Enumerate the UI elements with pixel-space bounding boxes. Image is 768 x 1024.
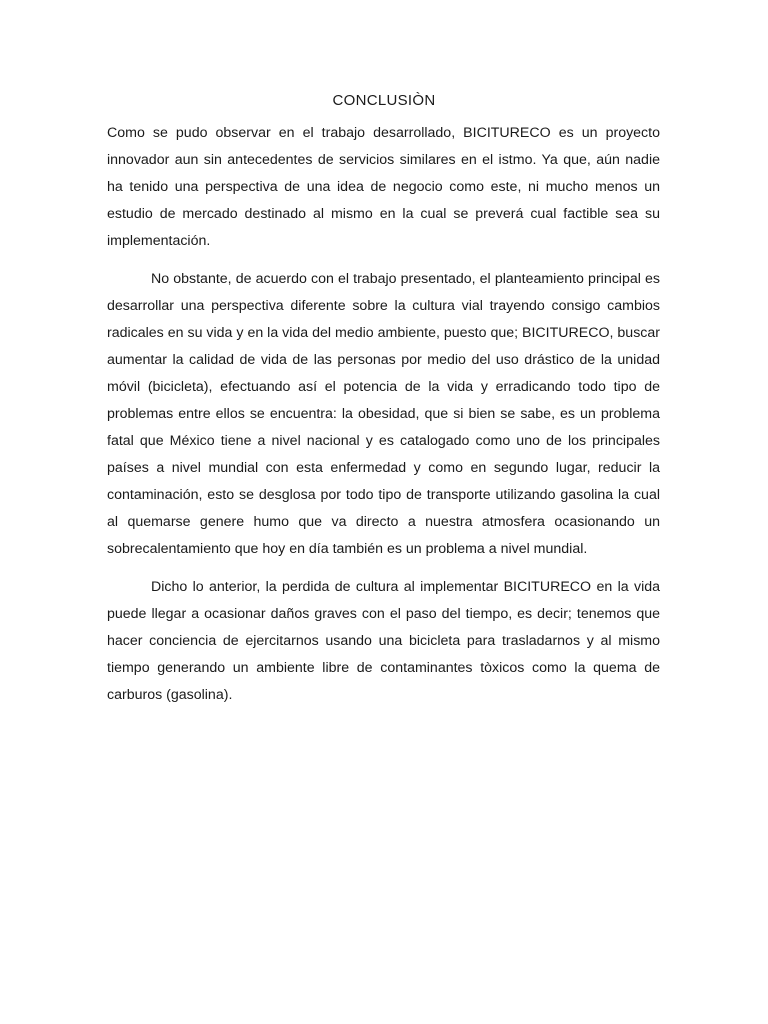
page-title: CONCLUSIÒN	[332, 92, 436, 109]
document-body	[107, 120, 660, 720]
paragraph-2: No obstante, de acuerdo con el trabajo presentado, el planteamiento principal es desarrollar una perspectiva diferente sobre la cultura vial trayendo consigo cambios radicales en su vida y en la vida del medio ambiente, puesto que; BICITURECO, buscar aumentar la calidad de vida de las personas por medio del uso drástico de la unidad móvil (bicicleta), efectuando así el potencia de la vida y erradicando todo tipo de problemas entre ellos se encuentra: la obesidad, que si bien se sabe, es un problema fatal que México tiene a nivel nacional y es catalogado como uno de los principales países a nivel mundial con esta enfermedad y como en segundo lugar, reducir la contaminación, esto se desglosa por todo tipo de transporte utilizando gasolina la cual al quemarse genere humo que va directo a nuestra atmosfera ocasionando un sobrecalentamiento que hoy en día también es un problema a nivel mundial.	[107, 271, 660, 557]
paragraph-1: Como se pudo observar en el trabajo desarrollado, BICITURECO es un proyecto innovador aun sin antecedentes de servicios similares en el istmo. Ya que, aún nadie ha tenido una perspectiva de una idea de negocio como este, ni mucho menos un estudio de mercado destinado al mismo en la cual se preverá cual factible sea su implementación.	[107, 125, 660, 249]
paragraph-3: Dicho lo anterior, la perdida de cultura al implementar BICITURECO en la vida puede llegar a ocasionar daños graves con el paso del tiempo, es decir; tenemos que hacer conciencia de ejercitarnos usando una bicicleta para trasladarnos y al mismo tiempo generando un ambiente libre de contaminantes tòxicos como la quema de carburos (gasolina).	[107, 579, 660, 703]
